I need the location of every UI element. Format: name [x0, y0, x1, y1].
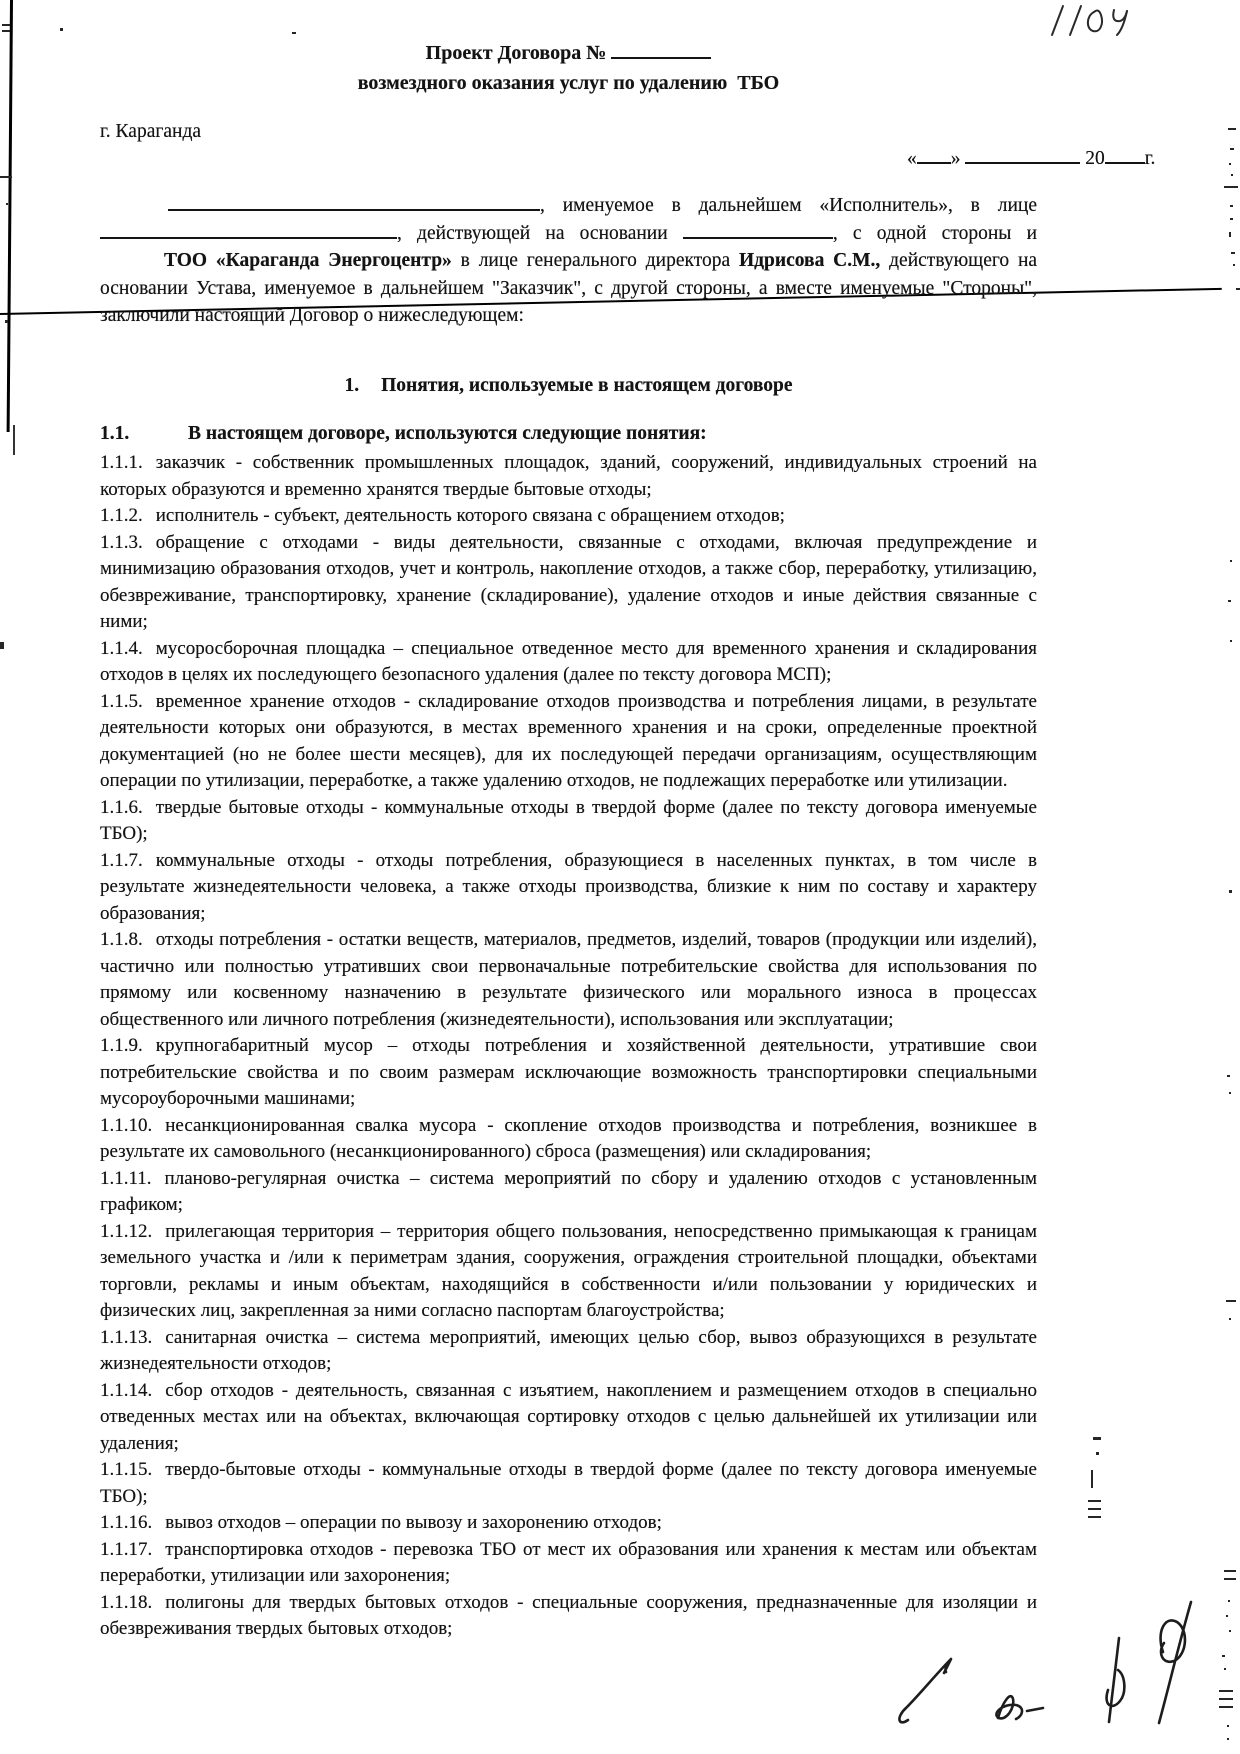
scan-speck [1224, 1570, 1236, 1572]
scan-speck [1222, 1655, 1225, 1657]
signatures [880, 1560, 1220, 1754]
item-number: 1.1.2. [100, 505, 143, 527]
scan-speck [1088, 1516, 1101, 1518]
scan-speck [1227, 1725, 1229, 1727]
item-number: 1.1.15. [100, 1459, 153, 1481]
item-number: 1.1.3. [100, 531, 143, 553]
section1-heading [100, 372, 1037, 399]
date-open-quote: « [907, 148, 917, 169]
item-text: заказчик - собственник промышленных площадок, зданий, сооружений, индивидуальных строений на которых образуются и временно хранятся твердые бытовые отходы; [100, 452, 1037, 500]
scan-speck [6, 203, 8, 205]
scan-speck [2, 30, 10, 32]
title-text: Проект Договора № [425, 42, 607, 64]
preamble-line2-text1: , действующей на основании [397, 222, 668, 244]
scan-speck [1219, 1698, 1233, 1700]
item-text: санитарная очистка – система мероприятий, имеющих целью сбор, вывоз образующихся в результате жизнедеятельности отходов; [100, 1326, 1037, 1375]
basis-document-blank [683, 223, 833, 239]
clause-number: 1.1. [100, 422, 130, 444]
scan-speck [1224, 186, 1238, 188]
item-text: транспортировка отходов - перевозка ТБО от мест их образования или хранения к местам или объектам переработки, утилизации или захоронения; [100, 1538, 1037, 1587]
scan-speck [1229, 1092, 1231, 1094]
scan-speck [1231, 252, 1235, 254]
scan-speck [0, 176, 12, 178]
scan-speck [1226, 1300, 1236, 1302]
item-text: твердо-бытовые отходы - коммунальные отходы в твердой форме (далее по тексту договора именуемые ТБО); [100, 1459, 1037, 1507]
document-body [100, 38, 1037, 1643]
item-text: вывоз отходов – операции по вывозу и захоронению отходов; [165, 1512, 662, 1534]
item-text: обращение с отходами - виды деятельности, связанные с отходами, включая предупреждение и минимизацию образования отходов, учет и контроль, накопление отходов, а также сбор, переработку, утилизацию, обезвреживание, транспортировку, хранение (складирование), удаление отходов и иные действия связанные с ними; [100, 531, 1037, 633]
signature-check-flourish [899, 1659, 951, 1722]
executor-name-blank [168, 195, 540, 211]
scan-speck [1233, 264, 1235, 266]
scan-speck [1091, 1470, 1093, 1488]
definition-item [100, 1457, 1037, 1510]
scan-speck [1093, 1437, 1101, 1440]
preamble-line1 [100, 192, 1037, 220]
scan-speck [1096, 1452, 1099, 1455]
scan-speck [1224, 1578, 1236, 1580]
definition-item [100, 1510, 1037, 1537]
scan-left-edge-line [7, 0, 13, 432]
clause-text: В настоящем договоре, используются следующие понятия: [188, 422, 707, 444]
definition-item [100, 795, 1037, 848]
item-text: мусоросборочная площадка – специальное отведенное место для временного хранения и складирования отходов в целях их последующего безопасного удаления (далее по тексту договора МСП); [100, 637, 1037, 686]
definition-item [100, 1166, 1037, 1219]
scan-speck [5, 320, 8, 323]
item-text: отходы потребления - остатки веществ, материалов, предметов, изделий, товаров (продукции или изделий), частично или полностью утративших свои первоначальные потребительские свойства для использования по прямому или косвенному назначению в результате физического или морального износа в процессах общественного или личного потребления (жизнедеятельности), использования или эксплуатации; [100, 929, 1037, 1030]
scan-speck [1230, 148, 1234, 150]
definition-item [100, 530, 1037, 636]
signature-d-stroke [1107, 1638, 1125, 1722]
scan-speck [1088, 1508, 1101, 1510]
scan-speck [292, 32, 296, 34]
item-number: 1.1.10. [100, 1114, 153, 1136]
scan-speck [1229, 1630, 1231, 1632]
item-number: 1.1.16. [100, 1512, 153, 1534]
date-close-quote: » [950, 148, 961, 169]
definitions-list [100, 450, 1037, 1643]
item-text: временное хранение отходов - складирование отходов производства и потребления лицами, в результате деятельности которых они образуются, в местах временного хранения и на сроки, определенные проектной документацией (но не более шести месяцев), для их последующей передачи организациям, осуществляющим операции по утилизации, переработке, а также удалению отходов, не подлежащих переработке или утилизации. [100, 690, 1037, 792]
preamble-line2-text2: , с одной стороны и [832, 222, 1038, 244]
definition-item [100, 1113, 1037, 1166]
item-number: 1.1.4. [100, 637, 143, 659]
scan-speck [1231, 174, 1233, 176]
signature-p-flourish [1159, 1602, 1191, 1723]
scan-left-edge-line-tail [13, 425, 15, 455]
city-label: г. Караганда [100, 121, 202, 142]
document-title-line2 [100, 68, 1037, 98]
scan-speck [1229, 163, 1231, 165]
item-text: прилегающая территория – территория общего пользования, непосредственно примыкающая к границам земельного участка и /или к периметрам здания, сооружения, ограждения строительной площадки, объектами торговли, рекламы и иным объектам, находящийся в собственности и/или пользовании у юридических и физических лиц, закрепленная за ними согласно паспортам благоустройства; [100, 1220, 1037, 1322]
definition-item [100, 848, 1037, 928]
scan-speck [1230, 218, 1233, 220]
item-text: крупногабаритный мусор – отходы потребления и хозяйственной деятельности, утратившие свои потребительские свойства и по своим размерам исключающие возможность транспортировки специальными мусороуборочными машинами; [100, 1035, 1037, 1110]
item-text: сбор отходов - деятельность, связанная с изъятием, накоплением и размещением отходов в специально отведенных местах или на объектах, включающая сортировку отходов с целью дальнейшей их утилизации или удаления; [100, 1379, 1037, 1454]
representative-name-blank [100, 223, 397, 239]
scan-speck [1229, 890, 1232, 893]
signature-initials [996, 1696, 1043, 1719]
item-text: несанкционированная свалка мусора - скопление отходов производства и потребления, возникшее в результате их самовольного (несанкционированного) сброса (размещения) или складирования; [100, 1114, 1037, 1163]
scan-speck [1230, 205, 1233, 207]
year-blank [1105, 148, 1145, 164]
scan-speck [1229, 1318, 1231, 1320]
title-subtitle: возмездного оказания услуг по удалению ТБО [357, 72, 780, 94]
definition-item [100, 636, 1037, 689]
item-number: 1.1.17. [100, 1538, 153, 1560]
customer-text2: действующего на основании Устава, именуемое в дальнейшем "Заказчик", с другой стороны, а вместе именуемые "Стороны", заключили настоящий Договор о нижеследующем: [100, 250, 1038, 327]
scan-speck [2, 24, 10, 26]
scan-speck [1228, 128, 1236, 130]
customer-text1: в лице генерального директора [460, 250, 731, 272]
item-number: 1.1.1. [100, 452, 143, 474]
item-text: планово-регулярная очистка – система мероприятий по сбору и удалению отходов с установленным графиком; [100, 1167, 1037, 1216]
item-number: 1.1.12. [100, 1220, 153, 1242]
item-number: 1.1.18. [100, 1591, 153, 1613]
definition-item [100, 503, 1037, 530]
scan-speck [1226, 1615, 1228, 1617]
day-blank [917, 148, 951, 164]
item-number: 1.1.11. [100, 1167, 152, 1189]
scan-speck [1227, 1738, 1229, 1740]
section1-number: 1. [344, 374, 360, 396]
preamble-line2 [100, 220, 1037, 248]
item-number: 1.1.8. [100, 929, 143, 951]
scan-speck [1219, 1690, 1233, 1692]
scan-speck [60, 28, 63, 31]
item-number: 1.1.14. [100, 1379, 153, 1401]
scan-speck [1229, 232, 1231, 237]
definition-item [100, 927, 1037, 1033]
definition-item [100, 450, 1037, 503]
customer-party-paragraph [100, 247, 1037, 330]
month-blank [965, 148, 1080, 164]
scan-speck [1088, 1500, 1101, 1502]
customer-company-name: ТОО «Караганда Энергоцентр» [164, 250, 452, 272]
date-line [907, 148, 1155, 170]
scan-speck [1230, 640, 1232, 642]
year-prefix: 20 [1085, 148, 1105, 169]
preamble [100, 192, 1037, 330]
scan-speck [1228, 600, 1231, 602]
item-text: полигоны для твердых бытовых отходов - специальные сооружения, предназначенные для изоляции и обезвреживания твердых бытовых отходов; [100, 1591, 1037, 1640]
section1-title: Понятия, используемые в настоящем договоре [381, 374, 793, 396]
item-text: коммунальные отходы - отходы потребления, образующиеся в населенных пунктах, в том числе в результате жизнедеятельности человека, а также отходы производства, близкие к ним по составу и характеру образования; [100, 849, 1037, 924]
scan-speck [1219, 1706, 1233, 1708]
scan-speck [1224, 1668, 1226, 1670]
clause-1-1 [100, 421, 1037, 448]
scan-speck [1227, 1075, 1230, 1077]
definition-item [100, 1325, 1037, 1378]
customer-director-name: Идрисова С.М., [739, 250, 881, 272]
definition-item [100, 1219, 1037, 1325]
item-number: 1.1.6. [100, 796, 143, 818]
handwritten-page-number [1042, 2, 1138, 42]
item-text: твердые бытовые отходы - коммунальные отходы в твердой форме (далее по тексту договора именуемые ТБО); [100, 796, 1037, 845]
definition-item [100, 689, 1037, 795]
item-number: 1.1.13. [100, 1326, 153, 1348]
year-suffix: г. [1144, 148, 1156, 169]
item-number: 1.1.5. [100, 690, 143, 712]
definition-item [100, 1378, 1037, 1458]
scan-speck [1236, 288, 1240, 290]
scan-speck [1228, 1600, 1230, 1602]
item-number: 1.1.7. [100, 849, 143, 871]
item-number: 1.1.9. [100, 1035, 143, 1057]
definition-item [100, 1033, 1037, 1113]
preamble-line1-text: , именуемое в дальнейшем «Исполнитель», в лице [540, 195, 1037, 216]
contract-number-blank [611, 43, 711, 59]
scan-speck [0, 642, 4, 649]
city-line [100, 118, 1037, 145]
scan-speck [1230, 560, 1232, 562]
document-title-line1 [100, 38, 1037, 68]
item-text: исполнитель - субъект, деятельность которого связана с обращением отходов; [155, 505, 785, 527]
